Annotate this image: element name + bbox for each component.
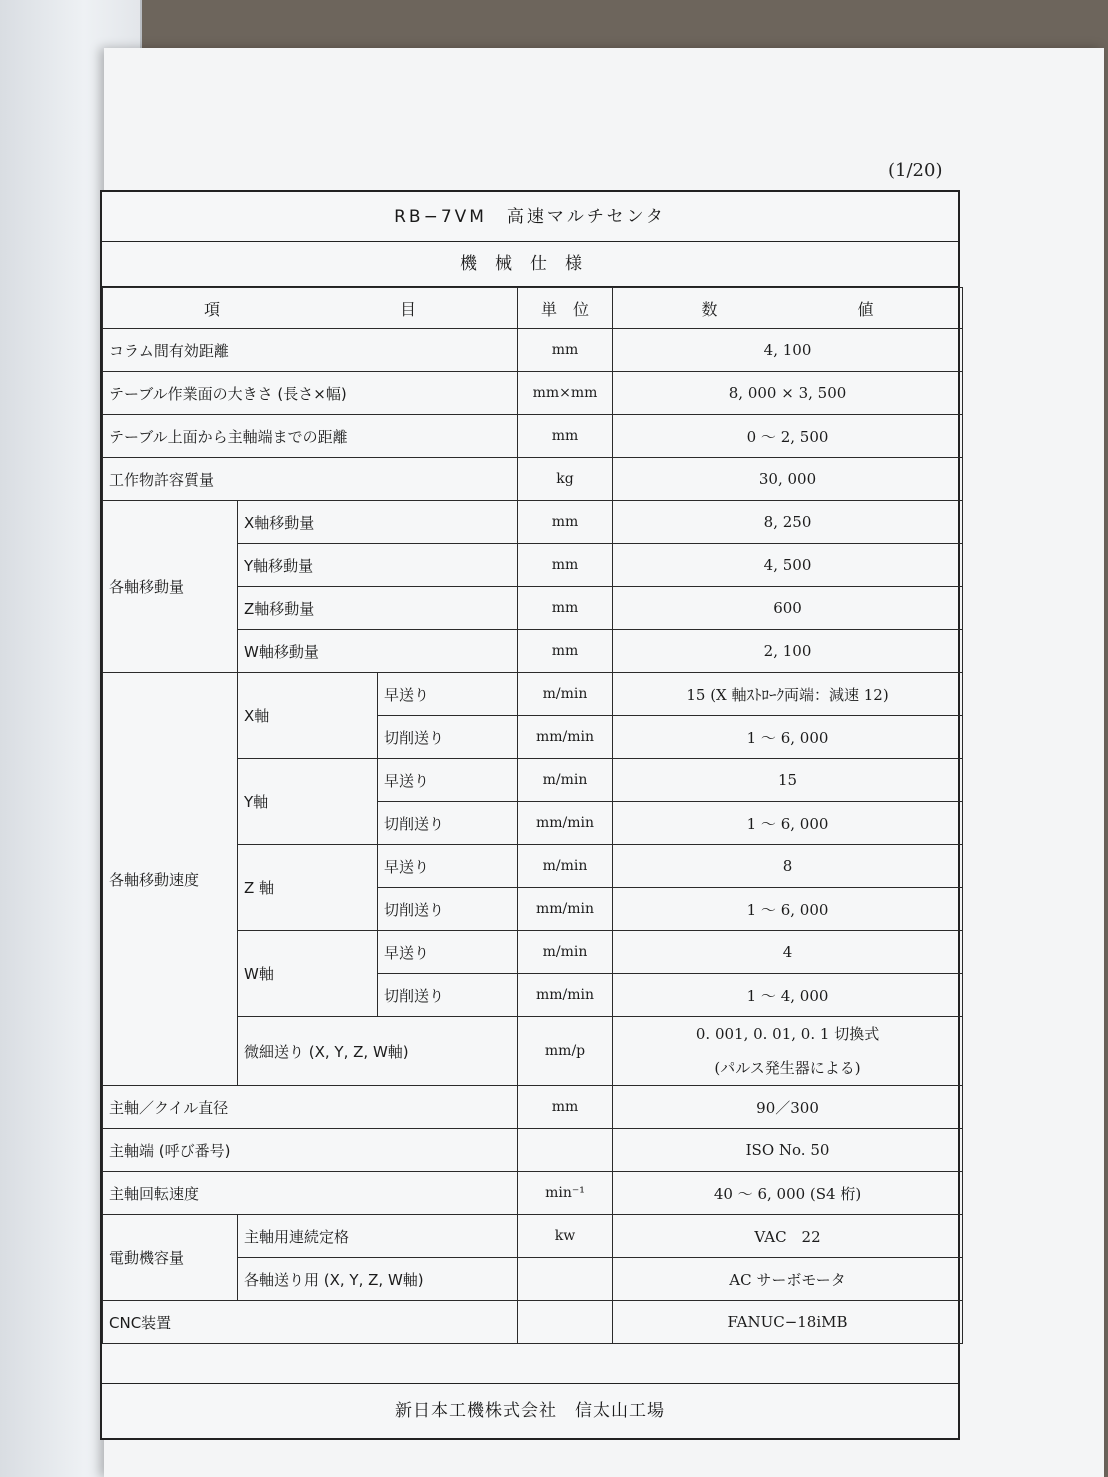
row-value: 15 [613, 759, 963, 802]
table-row [103, 501, 963, 544]
row-unit: mm/min [518, 716, 613, 759]
row-value: 1 ～ 6, 000 [613, 716, 963, 759]
table-row [103, 1086, 963, 1129]
row-label: テーブル作業面の大きさ (長さ×幅) [103, 372, 518, 415]
group-label-travel: 各軸移動量 [103, 501, 238, 673]
row-label: 切削送り [378, 888, 518, 931]
row-value: 15 (X 軸ｽﾄﾛｰｸ両端：減速 12) [613, 673, 963, 716]
group-label-motor: 電動機容量 [103, 1215, 238, 1301]
table-row [103, 329, 963, 372]
row-label: 早送り [378, 673, 518, 716]
row-label: 工作物許容質量 [103, 458, 518, 501]
axis-label: W軸 [238, 931, 378, 1017]
row-unit [518, 1301, 613, 1344]
row-value: 90／300 [613, 1086, 963, 1129]
row-label: 主軸端 (呼び番号) [103, 1129, 518, 1172]
row-unit: mm [518, 1086, 613, 1129]
row-label: 切削送り [378, 974, 518, 1017]
row-unit: mm/min [518, 888, 613, 931]
table-row [103, 1172, 963, 1215]
row-unit: mm [518, 587, 613, 630]
row-unit: m/min [518, 759, 613, 802]
row-value: 0 ～ 2, 500 [613, 415, 963, 458]
table-row [103, 415, 963, 458]
row-value: 4, 500 [613, 544, 963, 587]
row-value: 8 [613, 845, 963, 888]
header-row [103, 288, 963, 329]
table-row [103, 673, 963, 716]
row-unit: m/min [518, 931, 613, 974]
fine-feed-value-line2: (パルス発生器による) [714, 1059, 861, 1077]
header-item: 項 目 [103, 288, 518, 329]
row-value: 600 [613, 587, 963, 630]
row-unit: min⁻¹ [518, 1172, 613, 1215]
table-row [103, 1129, 963, 1172]
row-label: X軸移動量 [238, 501, 518, 544]
row-value: FANUC−18iMB [613, 1301, 963, 1344]
row-unit: kw [518, 1215, 613, 1258]
row-unit: m/min [518, 673, 613, 716]
row-value: 30, 000 [613, 458, 963, 501]
row-value: 8, 000 × 3, 500 [613, 372, 963, 415]
row-unit: mm×mm [518, 372, 613, 415]
table-row [103, 1215, 963, 1258]
row-unit: mm [518, 415, 613, 458]
row-unit: m/min [518, 845, 613, 888]
row-label: 主軸回転速度 [103, 1172, 518, 1215]
row-label: 主軸／クイル直径 [103, 1086, 518, 1129]
row-unit: mm/min [518, 974, 613, 1017]
row-label: コラム間有効距離 [103, 329, 518, 372]
row-unit: mm [518, 501, 613, 544]
row-label: W軸移動量 [238, 630, 518, 673]
row-unit: kg [518, 458, 613, 501]
row-value: 1 ～ 6, 000 [613, 802, 963, 845]
row-unit: mm/p [518, 1017, 613, 1086]
row-value [613, 1017, 963, 1086]
row-value: 2, 100 [613, 630, 963, 673]
axis-label: X軸 [238, 673, 378, 759]
company-footer: 新日本工機株式会社 信太山工場 [102, 1383, 958, 1438]
row-label: 各軸送り用 (X, Y, Z, W軸) [238, 1258, 518, 1301]
table-row [103, 1301, 963, 1344]
row-unit: mm/min [518, 802, 613, 845]
row-value: VAC 22 [613, 1215, 963, 1258]
row-label: CNC装置 [103, 1301, 518, 1344]
table-row [103, 458, 963, 501]
header-value: 数 値 [613, 288, 963, 329]
header-unit: 単 位 [518, 288, 613, 329]
row-label: Y軸移動量 [238, 544, 518, 587]
row-value: AC サーボモータ [613, 1258, 963, 1301]
row-label: 主軸用連続定格 [238, 1215, 518, 1258]
row-label: テーブル上面から主軸端までの距離 [103, 415, 518, 458]
row-label: Z軸移動量 [238, 587, 518, 630]
row-value: 1 ～ 6, 000 [613, 888, 963, 931]
page-number: (1/20) [888, 160, 943, 181]
row-label: 早送り [378, 759, 518, 802]
row-label: 早送り [378, 931, 518, 974]
row-unit [518, 1129, 613, 1172]
row-value: 8, 250 [613, 501, 963, 544]
row-label: 切削送り [378, 716, 518, 759]
row-unit: mm [518, 329, 613, 372]
row-value: 4, 100 [613, 329, 963, 372]
row-unit [518, 1258, 613, 1301]
spec-table-frame [100, 190, 960, 1440]
group-label-speed: 各軸移動速度 [103, 673, 238, 1086]
row-label: 微細送り (X, Y, Z, W軸) [238, 1017, 518, 1086]
document-subtitle: 機械仕様 [102, 242, 958, 287]
table-row [103, 372, 963, 415]
row-value: 40 ～ 6, 000 (S4 桁) [613, 1172, 963, 1215]
row-value: ISO No. 50 [613, 1129, 963, 1172]
document-title: RB−7VM 高速マルチセンタ [102, 192, 958, 242]
spec-table [102, 287, 963, 1344]
row-label: 切削送り [378, 802, 518, 845]
axis-label: Y軸 [238, 759, 378, 845]
fine-feed-value-line1: 0. 001, 0. 01, 0. 1 切換式 [695, 1025, 880, 1043]
row-value: 4 [613, 931, 963, 974]
axis-label: Z 軸 [238, 845, 378, 931]
row-value: 1 ～ 4, 000 [613, 974, 963, 1017]
row-unit: mm [518, 630, 613, 673]
row-unit: mm [518, 544, 613, 587]
row-label: 早送り [378, 845, 518, 888]
